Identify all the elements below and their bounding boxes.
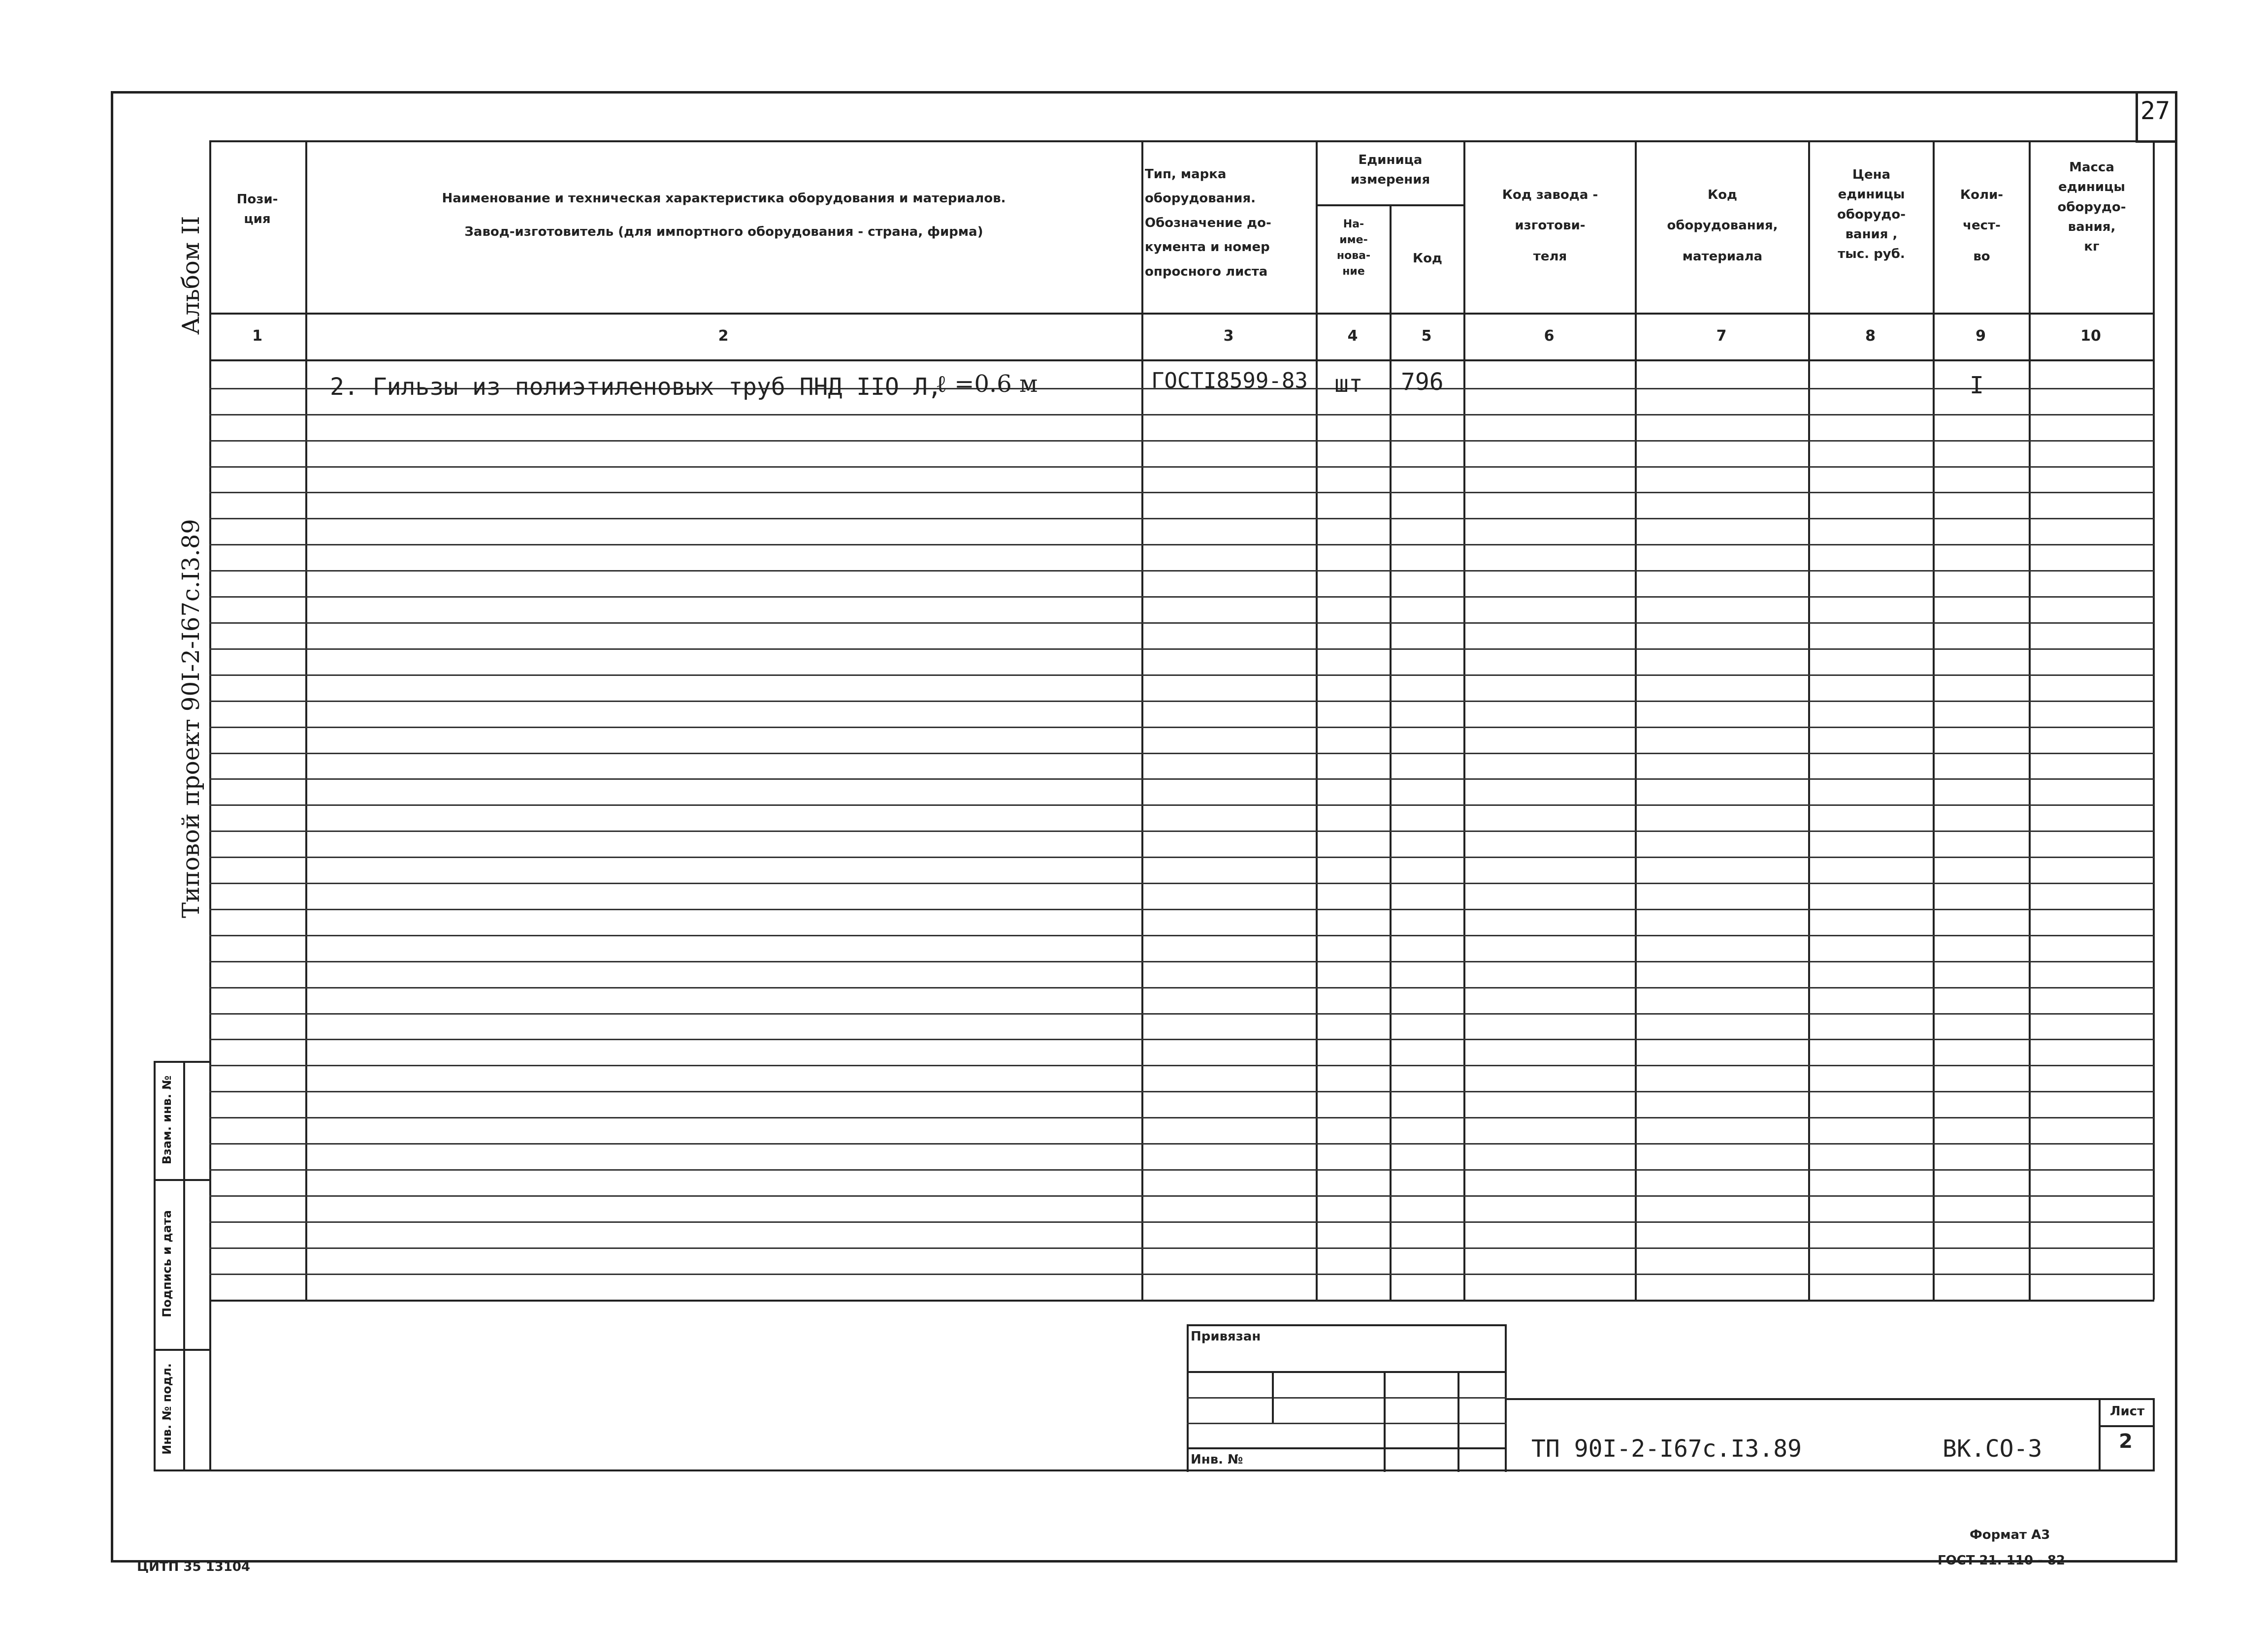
colnum-5: 5 — [1421, 327, 1432, 345]
header-unit-code: Код — [1412, 251, 1443, 266]
table-row-line — [209, 518, 2154, 519]
designation: ТП 90I-2-I67с.I3.89 — [1531, 1435, 1802, 1463]
unit-subheader-line — [1316, 204, 1463, 206]
table-row-line — [209, 596, 2154, 598]
stamp-column-border — [154, 1061, 156, 1471]
colnum-3: 3 — [1223, 327, 1234, 345]
table-row-line — [209, 440, 2154, 442]
title-block-bottom — [209, 1469, 2154, 1471]
table-row-line — [209, 778, 2154, 780]
drawing-frame — [111, 91, 2177, 1563]
table-top-border — [209, 140, 2136, 142]
colnum-8: 8 — [1865, 327, 1876, 345]
stamp-block-top — [1187, 1324, 1507, 1326]
table-row-line — [209, 1091, 2154, 1092]
table-row-line — [209, 701, 2154, 702]
table-row-line — [209, 466, 2154, 468]
header-type: Тип, марка оборудования. Обозначение до- кумента и номер опросного листа — [1145, 167, 1271, 279]
header-position: Пози- ция — [236, 192, 278, 227]
header-bottom-line — [209, 313, 2154, 315]
table-row-line — [209, 492, 2154, 493]
colnum-6: 6 — [1544, 327, 1555, 345]
header-manufacturer-code: Код завода - изготови- теля — [1502, 188, 1598, 264]
table-row-line — [209, 883, 2154, 884]
stamp-inner-border — [183, 1061, 185, 1471]
inv-label: Инв. № — [1191, 1452, 1243, 1467]
table-row-line — [209, 544, 2154, 545]
table-row-unit-name: шт — [1334, 370, 1363, 398]
table-row-length: ℓ =0.6 м — [936, 370, 1038, 398]
header-unit-name: На- име- нова- ние — [1336, 218, 1371, 278]
table-row-line — [209, 1013, 2154, 1015]
colnum-4: 4 — [1347, 327, 1358, 345]
footer-left-code: ЦИТП 35 13104 — [137, 1560, 251, 1574]
colnum-1: 1 — [252, 327, 262, 345]
table-row-line — [209, 674, 2154, 676]
project-label: Типовой проект 90I-2-I67с.I3.89 — [177, 519, 205, 918]
sheet-label: Лист — [2109, 1404, 2145, 1419]
table-row-line — [209, 987, 2154, 989]
table-row-line — [209, 1195, 2154, 1197]
colnum-10: 10 — [2080, 327, 2101, 345]
header-unit: Единица измерения — [1350, 153, 1430, 188]
header-quantity: Коли- чест- во — [1960, 188, 2004, 264]
colnum-7: 7 — [1716, 327, 1727, 345]
document-code: ВК.СО-3 — [1943, 1435, 2042, 1463]
table-row-line — [209, 1247, 2154, 1249]
table-row-unit-code: 796 — [1401, 368, 1444, 396]
table-row-line — [209, 909, 2154, 910]
table-row-line — [209, 570, 2154, 572]
table-row-type-doc: ГОСТI8599-83 — [1151, 368, 1308, 393]
page-number: 27 — [2140, 96, 2171, 125]
replaced-inv-label: Взам. инв. № — [160, 1075, 174, 1165]
sheet-number: 2 — [2119, 1430, 2133, 1453]
table-row-line — [209, 753, 2154, 754]
table-row-line — [209, 622, 2154, 624]
table-row-line — [209, 1274, 2154, 1275]
table-row-line — [209, 727, 2154, 728]
table-row-line — [209, 804, 2154, 806]
original-inv-label: Инв. № подл. — [160, 1363, 174, 1455]
table-row-line — [209, 830, 2154, 832]
table-row-line — [209, 935, 2154, 936]
table-row-line — [209, 1169, 2154, 1171]
table-row-quantity: I — [1970, 372, 1984, 399]
stamp-col-line — [1272, 1371, 1274, 1423]
title-block-right — [2153, 1398, 2155, 1471]
table-row-line — [209, 1039, 2154, 1040]
colnum-2: 2 — [718, 327, 729, 345]
table-row-line — [209, 961, 2154, 962]
header-equipment-code: Код оборудования, материала — [1667, 188, 1778, 264]
table-row-line — [209, 857, 2154, 858]
stamp-col-line — [1384, 1371, 1386, 1472]
stamp-col-line — [1458, 1371, 1459, 1472]
colnum-bottom-line — [209, 359, 2154, 361]
colnum-9: 9 — [1976, 327, 1986, 345]
format-label: Формат А3 — [1970, 1528, 2050, 1542]
table-bottom-border — [209, 1300, 2154, 1302]
table-row-line — [209, 1065, 2154, 1066]
header-price: Цена единицы оборудо- вания , тыс. руб. — [1837, 167, 1906, 262]
sheet-cell-divider — [2099, 1425, 2153, 1427]
title-block-line — [1505, 1398, 2155, 1400]
stamp-divider — [154, 1179, 210, 1181]
col-divider-4 — [1390, 204, 1392, 1300]
table-row-name: 2. Гильзы из полиэтиленовых труб ПНД IIO Л, — [330, 373, 942, 401]
header-mass: Масса единицы оборудо- вания, кг — [2057, 160, 2126, 255]
header-name: Наименование и техническая характеристика оборудования и материалов. Завод-изготовитель (для импортного оборудования - страна, фирма) — [442, 191, 1006, 239]
table-row-line — [209, 1143, 2154, 1145]
table-row-line — [209, 1221, 2154, 1223]
standard-label: ГОСТ 21. 110 - 82 — [1938, 1553, 2065, 1568]
linked-label: Привязан — [1191, 1329, 1261, 1344]
table-row-line — [209, 648, 2154, 650]
signature-date-label: Подпись и дата — [160, 1210, 174, 1317]
table-row-line — [209, 414, 2154, 415]
stamp-column-bottom — [154, 1469, 210, 1471]
table-row-line — [209, 1117, 2154, 1118]
album-label: Альбом II — [177, 216, 205, 335]
